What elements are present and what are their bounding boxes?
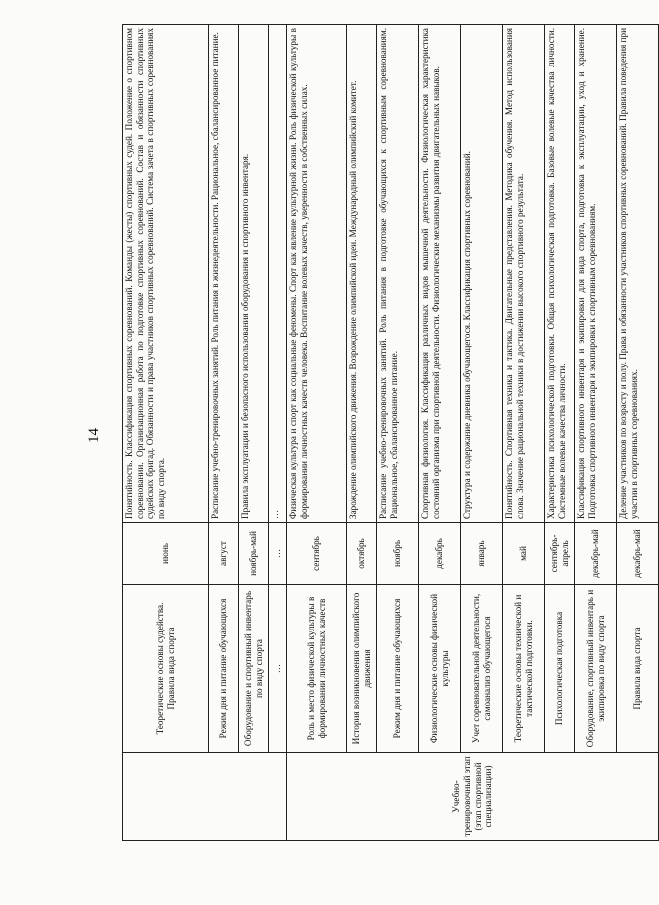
table-row xyxy=(377,25,419,841)
table-row xyxy=(503,25,545,841)
topic-cell: Теоретические основы судейства. Правила вида спорта xyxy=(123,585,209,753)
month-cell: ноябрь xyxy=(377,523,419,585)
content-cell: Зарождение олимпийского движения. Возрождение олимпийской идеи. Международный олимпийский комитет. xyxy=(347,25,377,523)
content-cell: Понятийность. Классификация спортивных соревнований. Команды (жесты) спортивных судей. Положение о спортивном соревновании. Организационная работа по подготовке спортивных соревнований. Состав и обязанности спортивных судейских бригад. Обязанности и права участников спортивных соревнований. Система зачета в спортивных соревнованиях по виду спорта. xyxy=(123,25,209,523)
table-row xyxy=(419,25,461,841)
month-cell: декабрь-май xyxy=(617,523,659,585)
content-cell: Структура и содержание дневника обучающегося. Классификация спортивных соревнований. xyxy=(461,25,503,523)
table-row xyxy=(575,25,617,841)
table-row xyxy=(545,25,575,841)
content-cell: Расписание учебно-тренировочных занятий. Роль питания в подготовке обучающихся к спортивным соревнованиям. Рациональное, сбалансированное питание. xyxy=(377,25,419,523)
content-cell: Понятийность. Спортивная техника и тактика. Двигательные представления. Методика обучения. Метод использования слова. Значение рациональной техники в достижении высокого спортивного результата. xyxy=(503,25,545,523)
content-cell: Деление участников по возрасту и полу. Права и обязанности участников спортивных соревнований. Правила поведения при участии в спортивных соревнованиях. xyxy=(617,25,659,523)
content-cell: Физическая культура и спорт как социальные феномены. Спорт как явление культурной жизни. Роль физической культуры в формировании личностных качеств человека. Воспитание волевых качеств, уверенности в собственных силах. xyxy=(287,25,347,523)
table-row xyxy=(347,25,377,841)
month-cell: декабрь xyxy=(419,523,461,585)
table-row xyxy=(123,25,209,841)
table-row xyxy=(239,25,269,841)
content-cell: Расписание учебно-тренировочных занятий. Роль питания в жизнедеятельности. Рациональное, сбалансированное питание. xyxy=(209,25,239,523)
content-cell: Классификация спортивного инвентаря и экипировки для вида спорта, подготовка к эксплуатации, уход и хранение. Подготовка спортивного инвентаря и экипировки к спортивным соревнованиям. xyxy=(575,25,617,523)
month-cell: сентябрь-апрель xyxy=(545,523,575,585)
content-cell: Спортивная физиология. Классификация различных видов мышечной деятельности. Физиологическая характеристика состояний организма при спортивной деятельности. Физиологические механизмы развития двигательных навыков. xyxy=(419,25,461,523)
topic-cell: Режим дня и питание обучающихся xyxy=(377,585,419,753)
page-number: 14 xyxy=(86,428,102,443)
ellipsis-cell: … xyxy=(269,523,287,585)
topic-cell: Оборудование и спортивный инвентарь по виду спорта xyxy=(239,585,269,753)
topic-cell: Физиологические основы физической культуры xyxy=(419,585,461,753)
month-cell: июнь xyxy=(123,523,209,585)
topic-cell: Роль и место физической культуры в формировании личностных качеств xyxy=(287,585,347,753)
month-cell: январь xyxy=(461,523,503,585)
month-cell: сентябрь xyxy=(287,523,347,585)
topic-cell: Учет соревновательной деятельности, самоанализ обучающегося xyxy=(461,585,503,753)
ellipsis-cell: … xyxy=(269,25,287,523)
topic-cell: Правила вида спорта xyxy=(617,585,659,753)
topic-cell: Оборудование, спортивный инвентарь и экипировка по виду спорта xyxy=(575,585,617,753)
topic-cell: Режим дня и питание обучающихся xyxy=(209,585,239,753)
table-row xyxy=(269,25,287,841)
ellipsis-cell: … xyxy=(269,585,287,753)
topic-cell: История возникновения олимпийского движения xyxy=(347,585,377,753)
topic-cell: Теоретические основы технической и тактической подготовки. xyxy=(503,585,545,753)
stage-cell: Учебно-тренировочный этап (этап спортивной специализации) xyxy=(287,753,659,841)
month-cell: ноябрь-май xyxy=(239,523,269,585)
table-row xyxy=(287,25,347,841)
month-cell: декабрь-май xyxy=(575,523,617,585)
theory-plan-table xyxy=(122,24,659,841)
content-cell: Правила эксплуатации и безопасного использования оборудования и спортивного инвентаря. xyxy=(239,25,269,523)
month-cell: май xyxy=(503,523,545,585)
topic-cell: Психологическая подготовка xyxy=(545,585,575,753)
month-cell: октябрь xyxy=(347,523,377,585)
table-row xyxy=(209,25,239,841)
table-row xyxy=(461,25,503,841)
stage-cell-top xyxy=(123,753,287,841)
month-cell: август xyxy=(209,523,239,585)
page-content xyxy=(70,18,643,853)
rotated-page-frame xyxy=(70,18,643,853)
table-row xyxy=(617,25,659,841)
content-cell: Характеристика психологической подготовки. Общая психологическая подготовка. Базовые волевые качества личности. Системные волевые качества личности. xyxy=(545,25,575,523)
